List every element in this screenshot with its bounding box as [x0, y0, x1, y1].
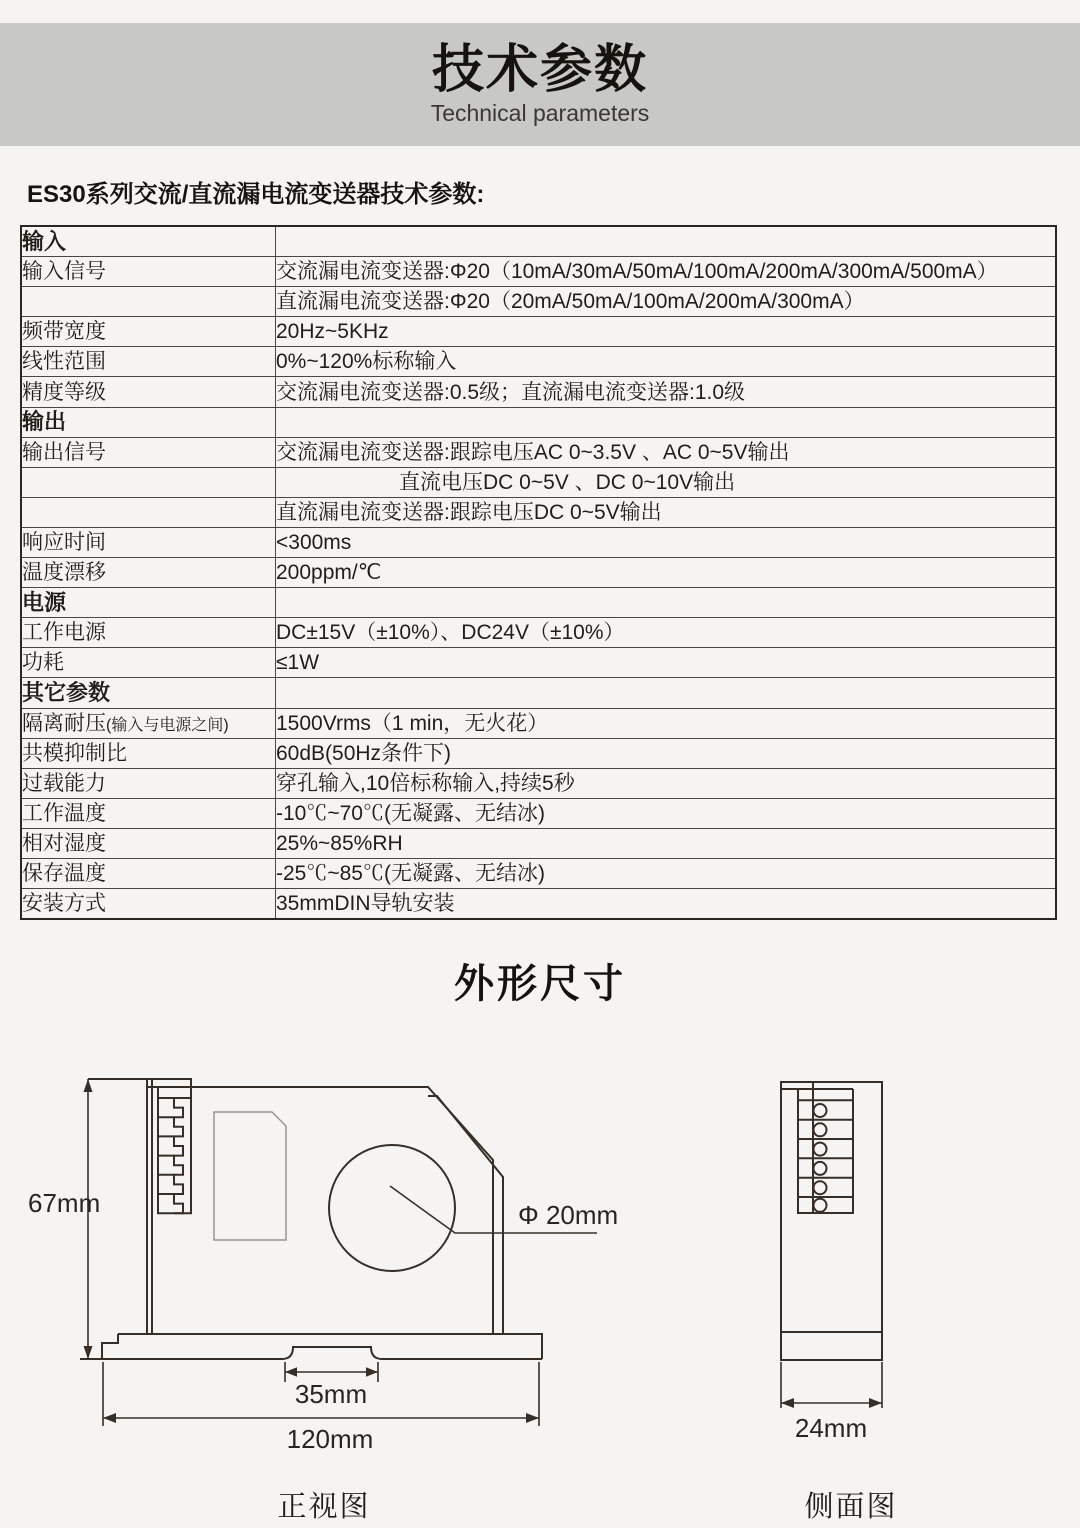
table-row: [21, 858, 1056, 888]
table-row: [21, 768, 1056, 798]
slot-width-dimension: 35mm: [294, 1379, 368, 1409]
param-label: [21, 497, 276, 527]
param-value: <300ms: [276, 527, 1057, 557]
arrow-right-icon: [869, 1398, 882, 1408]
arrow-down-icon: [84, 1346, 93, 1359]
table-row: [21, 618, 1056, 648]
terminal-comb: [158, 1087, 191, 1213]
arrow-right-icon: [526, 1413, 539, 1423]
page-subtitle: Technical parameters: [430, 100, 650, 126]
side-depth-dimension: 24mm: [794, 1413, 868, 1443]
page-title: 技术参数: [431, 41, 648, 99]
param-value: 25%~85%RH: [276, 828, 1057, 858]
param-label: [21, 467, 276, 497]
param-label: 输入: [21, 226, 276, 257]
arrow-left-icon: [103, 1413, 116, 1423]
param-value: 60dB(50Hz条件下): [276, 738, 1057, 768]
param-label: 工作电源: [21, 618, 276, 648]
table-row: [21, 708, 1056, 738]
param-value: 200ppm/℃: [276, 558, 1057, 588]
screw-terminal-icon: [814, 1181, 827, 1194]
hole-circle: [329, 1145, 455, 1271]
table-row: [21, 467, 1056, 497]
screw-terminal-icon: [814, 1143, 827, 1156]
screw-terminal-icon: [814, 1199, 827, 1212]
table-row: [21, 527, 1056, 557]
arrow-left-icon: [285, 1367, 297, 1377]
table-row: [21, 588, 1056, 618]
param-label: 共模抑制比: [21, 738, 276, 768]
screw-terminal-icon: [814, 1162, 827, 1175]
param-label: 输入信号: [21, 257, 276, 287]
spec-table: [20, 225, 1057, 920]
table-row: [21, 287, 1056, 317]
param-value: 穿孔输入,10倍标称输入,持续5秒: [276, 768, 1057, 798]
param-label: 相对湿度: [21, 828, 276, 858]
param-label: 响应时间: [21, 527, 276, 557]
param-label: 保存温度: [21, 858, 276, 888]
front-view-caption: 正视图: [277, 1491, 371, 1523]
param-label: 其它参数: [21, 678, 276, 708]
param-value: DC±15V（±10%）、DC24V（±10%）: [276, 618, 1057, 648]
label-plate: [214, 1112, 286, 1240]
screw-terminal-icon: [814, 1104, 827, 1117]
table-row: [21, 257, 1056, 287]
side-terminal-block: [798, 1089, 853, 1213]
param-value: 0%~120%标称输入: [276, 347, 1057, 377]
dimensions-heading: 外形尺寸: [454, 962, 626, 1006]
front-height-dimension: 67mm: [28, 1188, 101, 1218]
table-row: [21, 798, 1056, 828]
param-value: 35mmDIN导轨安装: [276, 889, 1057, 920]
param-value: [276, 588, 1057, 618]
table-row: [21, 437, 1056, 467]
param-label: 过载能力: [21, 768, 276, 798]
param-label: 输出: [21, 407, 276, 437]
param-value: 直流漏电流变送器:Φ20（20mA/50mA/100mA/200mA/300mA）: [276, 287, 1057, 317]
param-label: 功耗: [21, 648, 276, 678]
table-row: [21, 347, 1056, 377]
param-value: -25℃~85℃(无凝露、无结冰): [276, 858, 1057, 888]
param-value: -10℃~70℃(无凝露、无结冰): [276, 798, 1057, 828]
side-view-drawing: [781, 1082, 898, 1523]
param-label: 温度漂移: [21, 558, 276, 588]
param-value: 交流漏电流变送器:跟踪电压AC 0~3.5V 、AC 0~5V输出: [276, 437, 1057, 467]
front-view-drawing: [28, 1079, 618, 1523]
param-value: 交流漏电流变送器:0.5级；直流漏电流变送器:1.0级: [276, 377, 1057, 407]
table-row: [21, 497, 1056, 527]
param-value: [276, 678, 1057, 708]
table-row: [21, 678, 1056, 708]
param-label: 安装方式: [21, 889, 276, 920]
table-row: [21, 558, 1056, 588]
table-row: [21, 377, 1056, 407]
side-view-caption: 侧面图: [804, 1491, 898, 1523]
screw-terminal-icon: [814, 1123, 827, 1136]
table-row: [21, 889, 1056, 920]
param-label: 输出信号: [21, 437, 276, 467]
table-row: [21, 648, 1056, 678]
param-value: [276, 226, 1057, 257]
hole-diameter-dimension: Φ 20mm: [518, 1200, 619, 1230]
table-row: [21, 738, 1056, 768]
param-label: 电源: [21, 588, 276, 618]
table-row: [21, 828, 1056, 858]
table-row: [21, 407, 1056, 437]
param-label-note: (输入与电源之间): [106, 716, 229, 734]
param-value: 直流漏电流变送器:跟踪电压DC 0~5V输出: [276, 497, 1057, 527]
dimension-diagrams: [0, 1040, 1080, 1528]
table-row: [21, 317, 1056, 347]
param-value: 直流电压DC 0~5V 、DC 0~10V输出: [276, 467, 1057, 497]
front-width-dimension: 120mm: [286, 1424, 374, 1454]
arrow-left-icon: [781, 1398, 794, 1408]
intro-line: ES30系列交流/直流漏电流变送器技术参数:: [27, 181, 485, 208]
param-value: 交流漏电流变送器:Φ20（10mA/30mA/50mA/100mA/200mA/300mA/500mA）: [276, 257, 1057, 287]
param-label: 隔离耐压(输入与电源之间): [21, 708, 276, 738]
param-value: [276, 407, 1057, 437]
param-label: 精度等级: [21, 377, 276, 407]
param-label: 频带宽度: [21, 317, 276, 347]
param-value: 20Hz~5KHz: [276, 317, 1057, 347]
param-value: 1500Vrms（1 min，无火花）: [276, 708, 1057, 738]
param-label: 线性范围: [21, 347, 276, 377]
page-header: [0, 23, 1080, 146]
arrow-right-icon: [366, 1367, 378, 1377]
param-value: ≤1W: [276, 648, 1057, 678]
dim-line-depth: [781, 1362, 882, 1408]
din-rail-base: [80, 1334, 542, 1359]
param-label: [21, 287, 276, 317]
arrow-up-icon: [84, 1079, 93, 1092]
param-label: 工作温度: [21, 798, 276, 828]
table-row: [21, 226, 1056, 257]
